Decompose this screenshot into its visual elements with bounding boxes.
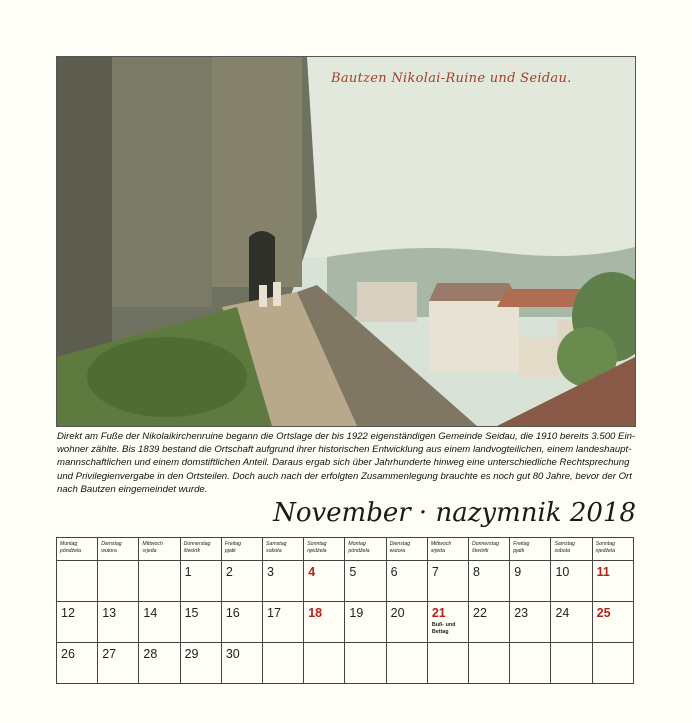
day-cell (345, 561, 386, 602)
day-cell (180, 602, 221, 643)
empty-day-cell (345, 643, 386, 684)
day-number: 1 (184, 565, 192, 579)
weekday-name-sorbian: pjatk (224, 547, 236, 554)
weekday-name-german: Samstag (554, 541, 575, 547)
weekday-name-sorbian: štwórtk (183, 547, 201, 554)
day-number: 8 (473, 565, 480, 579)
day-cell (427, 561, 468, 602)
weekday-name-sorbian: sobota (554, 547, 571, 554)
day-number: 20 (390, 606, 405, 620)
caption-line: mannschaftlichen und einem domstiftlichen Anteil. Daraus ergab sich über Jahrhunderte hinweg eine unterschiedliche Rechtsprechung (57, 457, 630, 469)
day-number: 17 (267, 606, 281, 620)
day-cell (180, 561, 221, 602)
caption-line: wohner zählte. Bis 1839 bestand die Ortschaft aufgrund ihrer historischen Entwicklung aus einem landvogteilichen, einem landeshaupt- (57, 444, 632, 456)
day-cell (592, 602, 633, 643)
day-number: 28 (143, 647, 158, 661)
week-row (57, 643, 634, 684)
holiday-note-line: Bettag (431, 628, 449, 635)
weekday-name-german: Mittwoch (430, 541, 452, 547)
day-cell (427, 602, 468, 643)
empty-day-cell (510, 643, 551, 684)
weekday-header-cell (427, 538, 468, 561)
day-number: 25 (596, 606, 611, 620)
photo-caption (57, 430, 635, 496)
weekday-header-cell (510, 538, 551, 561)
week-row (57, 561, 634, 602)
empty-day-cell (386, 643, 427, 684)
weekday-name-sorbian: štwórtk (472, 547, 489, 554)
weekday-name-german: Freitag (224, 541, 241, 547)
weekday-header-cell (180, 538, 221, 561)
empty-day-cell (98, 561, 139, 602)
weekday-header-cell (57, 538, 98, 561)
weekday-name-german: Freitag (513, 541, 530, 547)
weekday-name-german: Donnerstag (183, 541, 211, 547)
day-cell (98, 602, 139, 643)
day-number: 24 (555, 606, 570, 620)
historic-postcard-photo (56, 56, 636, 427)
weekday-name-german: Sonntag (595, 541, 615, 547)
day-cell (263, 602, 304, 643)
day-cell (510, 561, 551, 602)
calendar-grid (56, 537, 634, 684)
day-number: 22 (473, 606, 487, 620)
weekday-name-sorbian: njedźela (307, 547, 327, 554)
day-cell (139, 602, 180, 643)
weekday-name-sorbian: póndźela (348, 547, 370, 554)
day-number: 12 (61, 606, 75, 620)
day-cell (221, 602, 262, 643)
photo-title: Bautzen Nikolai-Ruine und Seidau. (331, 71, 572, 86)
weekday-header-cell (551, 538, 592, 561)
day-cell (263, 561, 304, 602)
day-number: 11 (596, 565, 610, 579)
weekday-header-cell (592, 538, 633, 561)
weekday-name-german: Samstag (266, 541, 287, 547)
day-number: 3 (267, 565, 274, 579)
weekday-name-sorbian: pjatk (513, 547, 525, 554)
weekday-name-sorbian: srjeda (430, 547, 445, 554)
day-number: 23 (514, 606, 529, 620)
weekday-header-cell (98, 538, 139, 561)
weekday-header-cell (469, 538, 510, 561)
empty-day-cell (263, 643, 304, 684)
day-cell (345, 602, 386, 643)
day-cell (469, 561, 510, 602)
day-cell (592, 561, 633, 602)
weekday-header-cell (386, 538, 427, 561)
weekday-header-cell (139, 538, 180, 561)
day-cell (386, 602, 427, 643)
weekday-name-sorbian: srjeda (142, 547, 157, 554)
day-cell (180, 643, 221, 684)
day-number: 21 (431, 606, 446, 620)
day-number: 16 (225, 606, 240, 620)
day-number: 27 (102, 647, 117, 661)
empty-day-cell (427, 643, 468, 684)
weekday-header-cell (263, 538, 304, 561)
holiday-note (428, 620, 468, 635)
day-cell (57, 643, 98, 684)
empty-day-cell (304, 643, 345, 684)
day-cell (221, 561, 262, 602)
weekday-name-german: Mittwoch (142, 541, 163, 547)
day-number: 30 (225, 647, 240, 661)
month-title: November · nazymnik 2018 (273, 498, 636, 528)
weekday-header-row (57, 538, 634, 561)
day-cell (57, 602, 98, 643)
empty-day-cell (469, 643, 510, 684)
weekday-name-sorbian: póndźela (60, 547, 82, 554)
weekday-name-german: Donnerstag (472, 541, 499, 547)
weekday-name-german: Sonntag (307, 541, 327, 547)
day-number: 26 (61, 647, 75, 661)
day-cell (98, 643, 139, 684)
empty-day-cell (139, 561, 180, 602)
weekday-name-german: Dienstag (389, 541, 411, 547)
day-number: 5 (349, 565, 357, 579)
day-number: 2 (225, 565, 233, 579)
day-number: 6 (390, 565, 398, 579)
week-row (57, 602, 634, 643)
day-number: 19 (349, 606, 364, 620)
weekday-header-cell (345, 538, 386, 561)
empty-day-cell (592, 643, 633, 684)
day-number: 18 (308, 606, 323, 620)
weekday-name-german: Dienstag (101, 541, 122, 547)
weekday-name-german: Montag (60, 541, 78, 547)
weekday-header-cell (221, 538, 262, 561)
day-cell (304, 602, 345, 643)
day-cell (469, 602, 510, 643)
weekday-name-sorbian: wutora (389, 547, 406, 554)
day-cell (551, 561, 592, 602)
weekday-name-sorbian: wutora (101, 547, 117, 554)
weekday-header-cell (304, 538, 345, 561)
empty-day-cell (551, 643, 592, 684)
caption-line: nach Bautzen eingemeindet wurde. (57, 483, 208, 495)
day-number: 4 (308, 565, 316, 579)
day-number: 15 (184, 606, 199, 620)
day-number: 7 (431, 565, 439, 579)
day-number: 29 (184, 647, 199, 661)
caption-line: Direkt am Fuße der Nikolaikirchenruine begann die Ortslage der bis 1922 eigenständigen Gemeinde Seidau, die 1910 bereits 3.500 Ein- (57, 431, 636, 442)
day-cell (221, 643, 262, 684)
day-number: 10 (555, 565, 570, 579)
day-cell (510, 602, 551, 643)
holiday-note-line: Buß- und (431, 622, 456, 628)
weekday-name-sorbian: sobota (266, 547, 282, 554)
day-cell (304, 561, 345, 602)
weekday-name-german: Montag (348, 541, 366, 547)
day-number: 14 (143, 606, 158, 620)
empty-day-cell (57, 561, 98, 602)
weekday-name-sorbian: njedźela (595, 547, 615, 554)
day-number: 9 (514, 565, 522, 579)
day-cell (386, 561, 427, 602)
day-cell (139, 643, 180, 684)
day-number: 13 (102, 606, 117, 620)
caption-line: und Privilegienvergabe in den Ortsteilen. Doch auch nach der erfolgten Zusammenlegung brauchte es noch gut 80 Jahre, bevor der Ort (57, 470, 632, 482)
day-cell (551, 602, 592, 643)
